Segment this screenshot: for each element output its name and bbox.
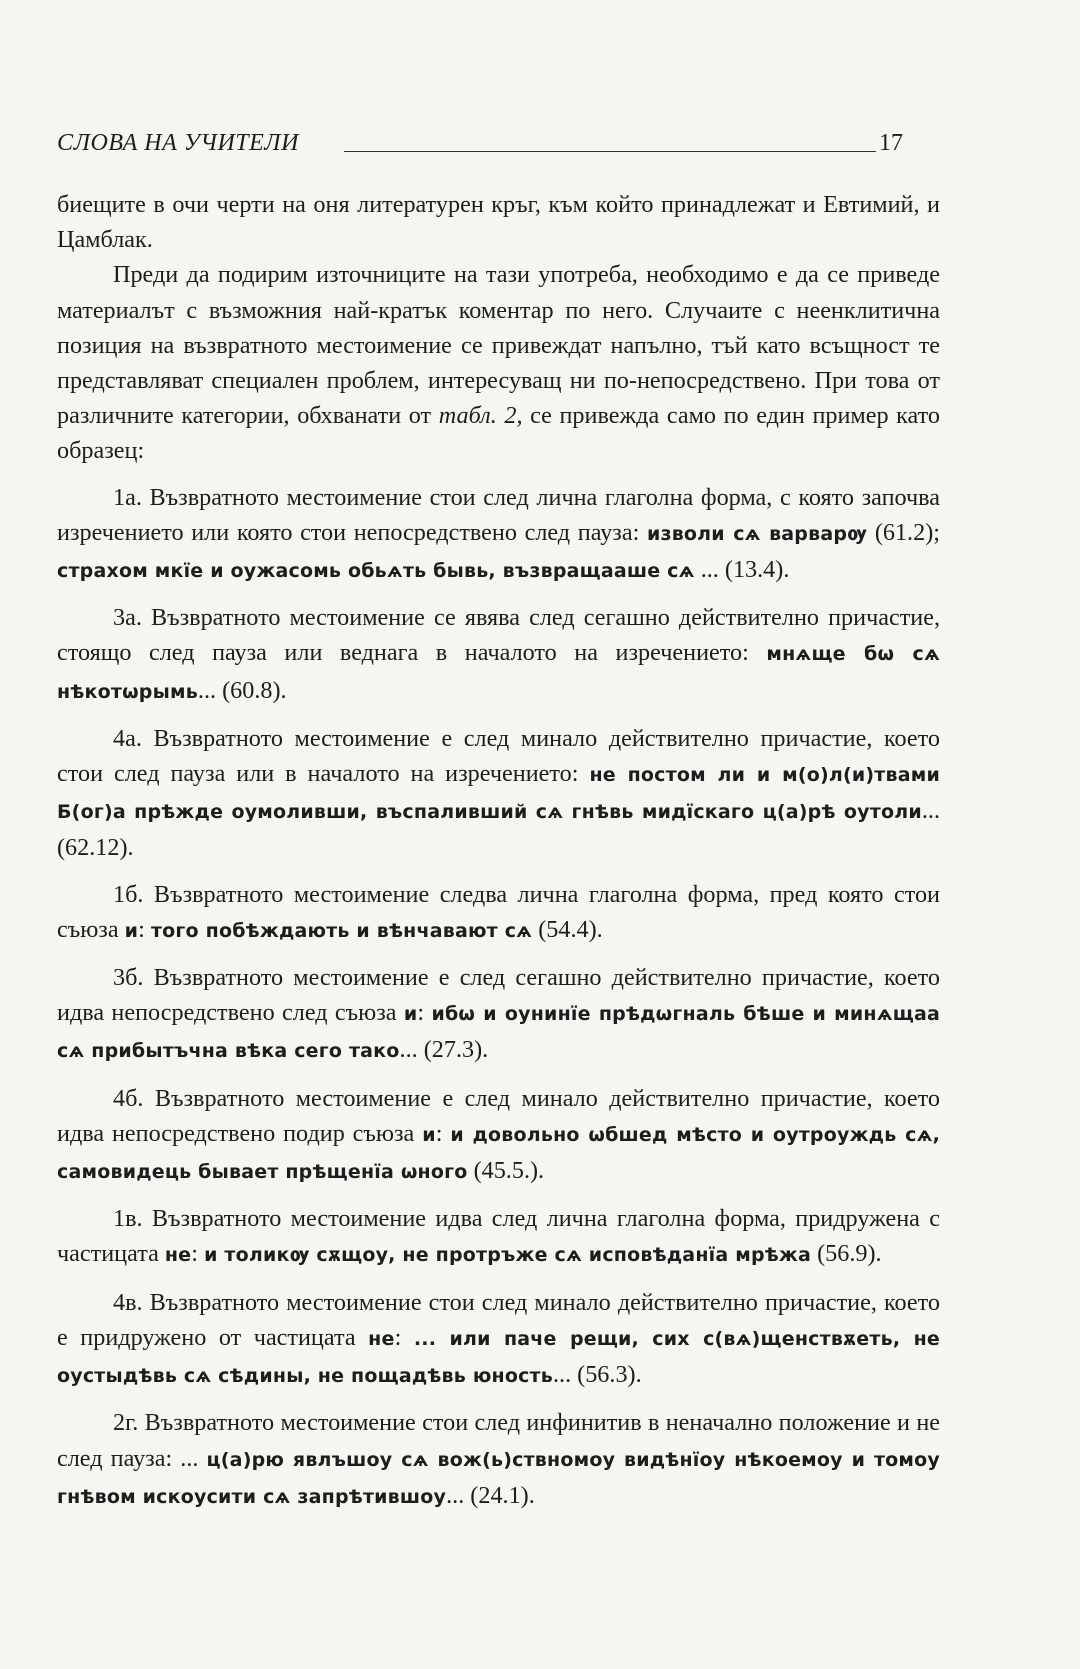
church-slavonic-quote: того побѣждають и вѣнчавают сѧ: [150, 919, 533, 942]
example-text: 4в. Възвратното местоимение стои след минало действително причастие, което е придружено от частицата: [57, 1288, 940, 1351]
church-slavonic-quote: и довольно ѡбшед мѣсто и оутроуждь сѧ, самовидець бывает прѣщенїа ѡного: [57, 1123, 940, 1184]
colon: :: [417, 999, 432, 1027]
colon: :: [394, 1323, 414, 1351]
particle: не: [368, 1327, 395, 1350]
paragraph-continued: [57, 187, 940, 257]
example-text: 1в. Възвратното местоимение идва след лична глаголна форма, придружена с частицата: [57, 1205, 940, 1268]
conjunction: и: [403, 1003, 418, 1026]
paragraph-intro: [57, 257, 940, 468]
example-text: 2г. Възвратното местоимение стои след инфинитив в неначално положение и не след пауза: ...: [57, 1409, 940, 1472]
citation: (61.2);: [867, 518, 940, 546]
church-slavonic-quote: ... или паче рещи, сих с(вѧ)щенствѫеть, не оустыдѣвь сѧ сѣдины, не пощадѣвь юность: [57, 1327, 940, 1388]
running-head-title: СЛОВА НА УЧИТЕЛИ: [57, 130, 299, 156]
citation: (45.5.).: [467, 1157, 545, 1185]
table-reference: табл. 2,: [438, 402, 523, 430]
church-slavonic-quote: изволи сѧ варварѹ: [646, 522, 868, 545]
citation: (56.9).: [811, 1240, 882, 1268]
page-number: 17: [879, 130, 903, 156]
example-2g: [57, 1405, 940, 1515]
example-text: 3б. Възвратното местоимение е след сегашно действително причастие, което идва непосредствено след съюза: [57, 964, 940, 1027]
example-1v: [57, 1201, 940, 1273]
body-text: [57, 187, 940, 1515]
citation: (54.4).: [532, 915, 603, 943]
example-text: 1а. Възвратното местоимение стои след лична глаголна форма, с която започва изречението или която стои непосредствено след пауза:: [57, 483, 940, 546]
running-head: [57, 128, 937, 168]
church-slavonic-quote: мнѧще бѡ сѧ нѣкотѡрымь: [57, 643, 940, 703]
colon: :: [138, 915, 151, 943]
citation: ... (13.4).: [694, 556, 790, 584]
church-slavonic-quote: не постом ли и м(о)л(и)твами Б(ог)а прѣжде оумоливши, въспаливший сѧ гнѣвь мидїскаго ц(а)рѣ оутоли: [57, 764, 940, 824]
example-text: 4а. Възвратното местоимение е след минало действително причастие, което стои след пауза или в началото на изречението:: [57, 724, 940, 788]
church-slavonic-quote: ибѡ и оунинїе прѣдѡгналь бѣше и минѧщаа сѧ прибытъчна вѣка сего тако: [57, 1003, 940, 1063]
example-text: 3а. Възвратното местоимение се явява след сегашно действително причастие, стоящо след пауза или веднага в началото на изречението:: [57, 604, 940, 667]
example-4v: [57, 1285, 940, 1395]
example-1b: [57, 877, 940, 949]
example-4a: [57, 721, 940, 866]
example-1a: [57, 480, 940, 590]
citation: ... (62.12).: [57, 797, 940, 862]
example-text: 1б. Възвратното местоимение следва лична глаголна форма, пред която стои съюза: [57, 880, 940, 943]
citation: ... (56.3).: [552, 1361, 642, 1389]
particle: не: [164, 1244, 192, 1267]
example-text: 4б. Възвратното местоимение е след минало действително причастие, което идва непосредствено подир съюза: [57, 1084, 940, 1147]
church-slavonic-quote: ц(а)рю явлъшоу сѧ вож(ь)ствномоу видѣнїоу нѣкоемоу и томоу гнѣвом искоусити сѧ запрѣтившоу: [57, 1448, 940, 1508]
running-head-rule: [344, 151, 876, 152]
example-4b: [57, 1081, 940, 1191]
example-3b: [57, 960, 940, 1070]
citation: ... (24.1).: [446, 1481, 535, 1509]
example-3a: [57, 600, 940, 710]
church-slavonic-quote: страхом мкїе и оужасомь обьѧть бывь, възвращааше сѧ: [57, 560, 695, 583]
conjunction: и: [124, 919, 139, 942]
paragraph-text: биещите в очи черти на оня литературен кръг, към който принадлежат и Евтимий, и Цамблак.: [57, 191, 940, 254]
church-slavonic-quote: и толикѹ сѫщоу, не протръже сѧ исповѣданїа мрѣжа: [204, 1244, 812, 1267]
colon: :: [435, 1119, 451, 1147]
conjunction: и: [422, 1123, 436, 1146]
citation: ... (60.8).: [197, 676, 287, 704]
citation: ... (27.3).: [399, 1036, 489, 1064]
paragraph-text: се привежда само по един пример като образец:: [57, 402, 940, 465]
colon: :: [191, 1240, 205, 1268]
paragraph-text: Преди да подирим източниците на тази употреба, необходимо е да се приведе материалът с възможния най-кратък коментар по него. Случаите с неенклитична позиция на възвратното местоимение се привеждат напълно, тъй като всъщност те представляват специален проблем, интересуващ ни по-непосредствено. При това от различните категории, обхванати от: [57, 261, 940, 430]
